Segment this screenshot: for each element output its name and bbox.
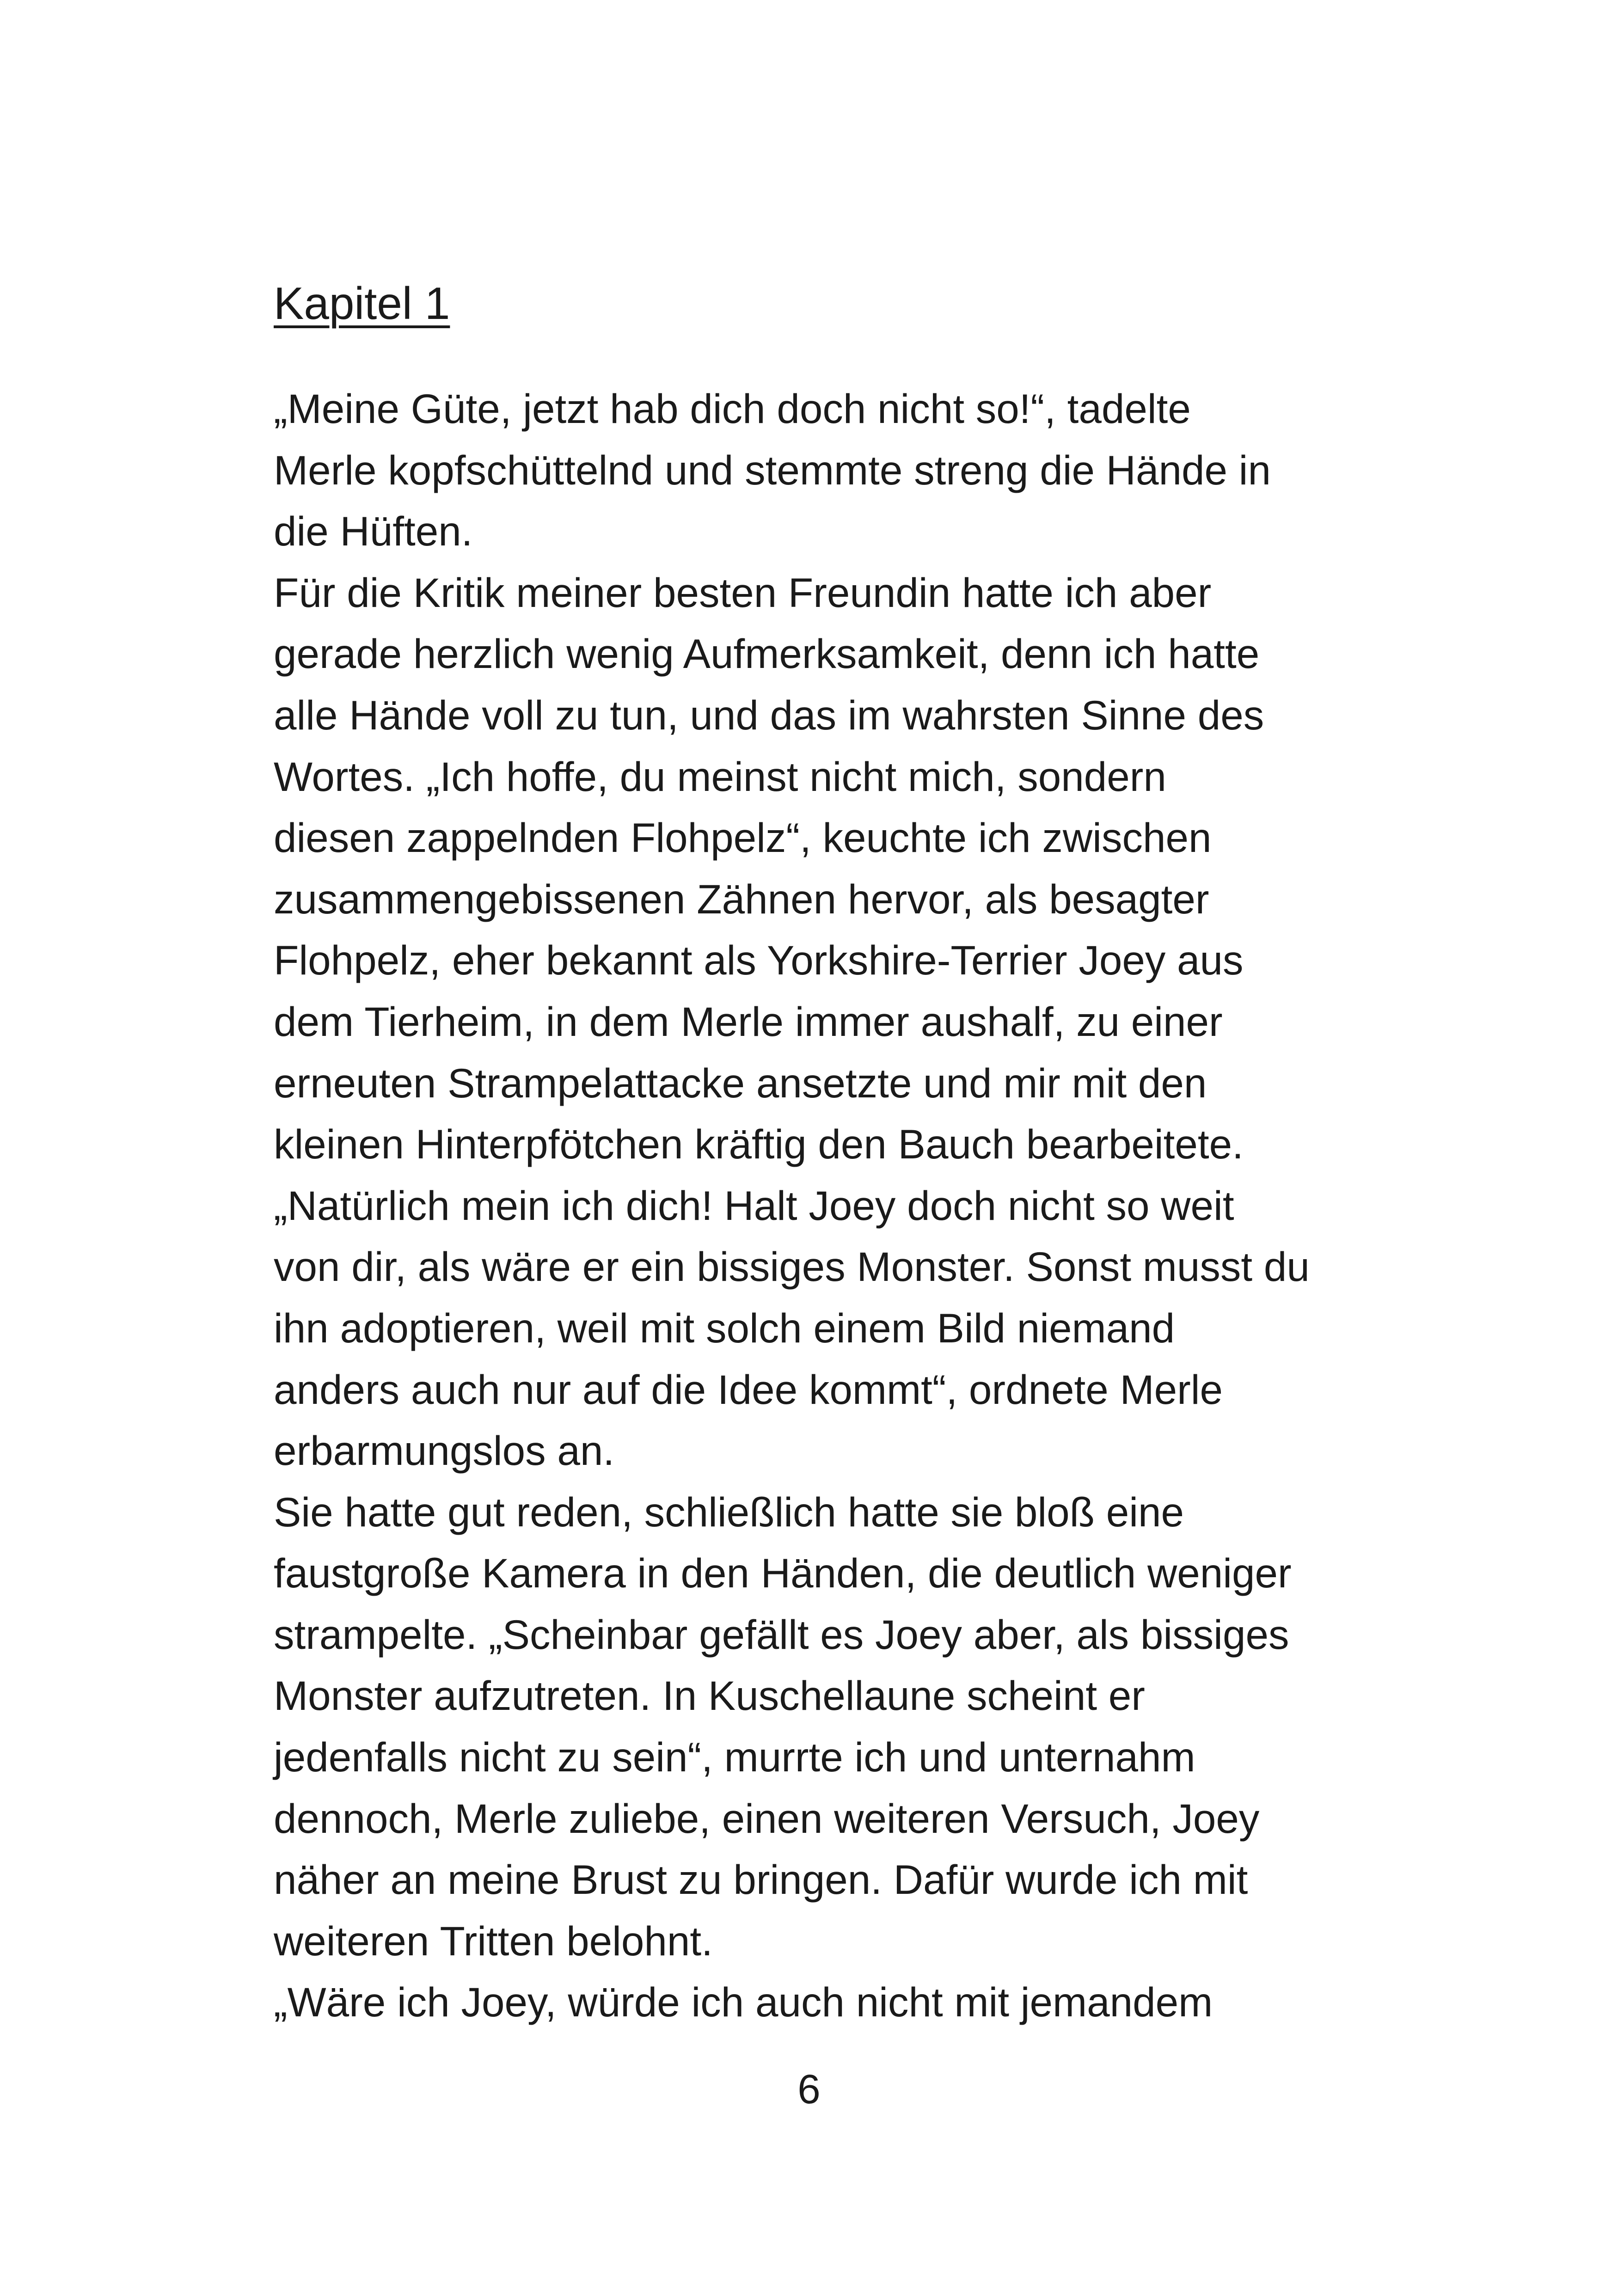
text-line: „Wäre ich Joey, würde ich auch nicht mit jemandem bbox=[274, 1979, 1213, 2026]
text-line: gerade herzlich wenig Aufmerksamkeit, denn ich hatte bbox=[274, 631, 1260, 677]
text-line: alle Hände voll zu tun, und das im wahrsten Sinne des bbox=[274, 692, 1264, 738]
text-line: diesen zappelnden Flohpelz“, keuchte ich zwischen bbox=[274, 814, 1212, 861]
text-line: näher an meine Brust zu bringen. Dafür wurde ich mit bbox=[274, 1856, 1248, 1903]
text-line: faustgroße Kamera in den Händen, die deutlich weniger bbox=[274, 1550, 1292, 1597]
text-line: von dir, als wäre er ein bissiges Monster. Sonst musst du bbox=[274, 1243, 1310, 1290]
text-line: erbarmungslos an. bbox=[274, 1427, 615, 1474]
text-line: Flohpelz, eher bekannt als Yorkshire-Terrier Joey aus bbox=[274, 937, 1244, 984]
text-line: jedenfalls nicht zu sein“, murrte ich und unternahm bbox=[274, 1734, 1195, 1781]
text-line: weiteren Tritten belohnt. bbox=[274, 1917, 713, 1964]
text-line: Für die Kritik meiner besten Freundin hatte ich aber bbox=[274, 569, 1212, 616]
text-line: Monster aufzutreten. In Kuschellaune scheint er bbox=[274, 1672, 1145, 1719]
text-line: dennoch, Merle zuliebe, einen weiteren Versuch, Joey bbox=[274, 1795, 1260, 1842]
text-line: die Hüften. bbox=[274, 508, 473, 555]
text-line: Merle kopfschüttelnd und stemmte streng die Hände in bbox=[274, 447, 1271, 493]
text-line: Wortes. „Ich hoffe, du meinst nicht mich, sondern bbox=[274, 753, 1166, 800]
body-text bbox=[274, 378, 1383, 2033]
text-line: anders auch nur auf die Idee kommt“, ordnete Merle bbox=[274, 1366, 1223, 1413]
text-line: kleinen Hinterpfötchen kräftig den Bauch bearbeitete. bbox=[274, 1121, 1244, 1168]
text-line: zusammengebissenen Zähnen hervor, als besagter bbox=[274, 876, 1209, 922]
chapter-title: Kapitel 1 bbox=[274, 278, 450, 329]
text-line: ihn adoptieren, weil mit solch einem Bild niemand bbox=[274, 1304, 1175, 1351]
text-line: „Meine Güte, jetzt hab dich doch nicht so!“, tadelte bbox=[274, 386, 1191, 432]
page-number: 6 bbox=[797, 2066, 821, 2112]
text-line: „Natürlich mein ich dich! Halt Joey doch nicht so weit bbox=[274, 1182, 1234, 1229]
text-line: erneuten Strampelattacke ansetzte und mir mit den bbox=[274, 1059, 1207, 1106]
text-line: Sie hatte gut reden, schließlich hatte sie bloß eine bbox=[274, 1488, 1184, 1535]
text-line: dem Tierheim, in dem Merle immer aushalf, zu einer bbox=[274, 998, 1223, 1045]
text-line: strampelte. „Scheinbar gefällt es Joey aber, als bissiges bbox=[274, 1611, 1289, 1658]
